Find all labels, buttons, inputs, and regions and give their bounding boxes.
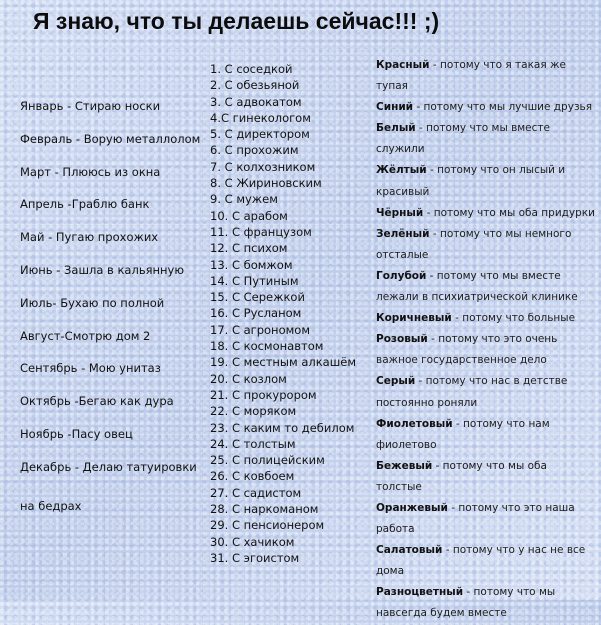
color-item [376, 118, 596, 160]
color-reason: - потому что он лысый и красивый [376, 164, 566, 198]
color-reason: - потому что больные [451, 312, 576, 325]
with-item: 25. С полицейским [210, 453, 325, 468]
with-item: 7. С колхозником [210, 159, 316, 174]
with-item: 26. С ковбоем [210, 469, 295, 484]
color-reason: - потому что мы вместе лежали в психиатрической клинике [376, 269, 578, 304]
color-name: Бежевый [376, 459, 433, 472]
color-item [376, 414, 596, 456]
month-item: Сентябрь - Мою унитаз [20, 361, 161, 376]
with-item: 23. С каким то дебилом [210, 420, 355, 435]
with-item: 30. С хачиком [210, 534, 295, 549]
with-item: 1. С соседкой [210, 62, 293, 76]
color-name: Салатовый [376, 544, 443, 557]
color-reason: - потому что мы лучшие друзья [413, 101, 593, 114]
with-item: 22. С моряком [210, 404, 297, 419]
color-item [376, 55, 596, 97]
month-item: Декабрь - Делаю татуировки [20, 459, 197, 474]
color-name: Белый [376, 122, 416, 135]
months-list [20, 96, 200, 528]
color-reason: - потому что мы вместе служили [376, 122, 550, 156]
with-item: 4.С гинекологом [210, 110, 311, 125]
color-reason: - потому что нам фиолетово [376, 417, 550, 451]
month-item: Июль- Бухаю по полной [20, 295, 165, 310]
color-reason: - потому что мы навсегда будем вместе [376, 586, 556, 620]
color-name: Жёлтый [376, 164, 427, 177]
with-item: 29. С пенсионером [210, 518, 325, 533]
month-item: Март - Плююсь из окна [20, 164, 161, 179]
color-name: Чёрный [376, 206, 424, 219]
color-item [376, 329, 596, 371]
color-reason: - потому что это наша работа [376, 501, 575, 536]
color-item [376, 203, 596, 224]
color-item [376, 308, 596, 329]
month-item: Октябрь -Бегаю как дура [20, 394, 174, 409]
month-item: Май - Пугаю прохожих [20, 230, 159, 245]
color-name: Фиолетовый [376, 417, 453, 430]
color-item [376, 582, 596, 624]
with-item: 18. С космонавтом [210, 339, 324, 354]
color-name: Разноцветный [376, 586, 464, 599]
color-reason: - потому что мы оба толстые [376, 459, 547, 493]
color-item [376, 456, 596, 498]
with-item: 14. С Путиным [210, 273, 299, 288]
with-item: 15. С Сережкой [210, 290, 305, 305]
with-item: 13. С бомжом [210, 257, 293, 272]
colors-list [376, 55, 596, 625]
color-name: Синий [376, 101, 414, 114]
color-item [376, 266, 596, 308]
with-item: 16. С Русланом [210, 306, 302, 321]
page-title: Я знаю, что ты делаешь сейчас!!! ;) [33, 8, 440, 34]
month-item: Июнь - Зашла в кальянную [20, 262, 185, 277]
color-item [376, 540, 596, 582]
month-item: Ноябрь -Пасу овец [20, 426, 133, 441]
color-item [376, 224, 596, 266]
color-reason: - потому что это очень важное государственное дело [376, 333, 558, 367]
color-item [376, 160, 596, 202]
color-reason: - потому что нас в детстве постоянно роняли [376, 375, 568, 409]
color-reason: - потому что я такая же тупая [376, 59, 566, 93]
color-name: Коричневый [376, 312, 452, 325]
with-item: 9. С мужем [210, 192, 278, 207]
month-item-continuation: на бедрах [20, 498, 82, 513]
with-item: 31. С эгоистом [210, 550, 300, 565]
color-reason: - потому что мы оба придурки [423, 206, 595, 219]
with-item: 10. С арабом [210, 208, 288, 223]
with-item: 24. С толстым [210, 436, 296, 451]
color-name: Розовый [376, 333, 428, 346]
color-name: Оранжевый [376, 501, 448, 514]
color-item [376, 498, 596, 540]
with-item: 6. С прохожим [210, 143, 299, 158]
with-item: 20. С козлом [210, 371, 287, 386]
with-item: 5. С директором [210, 127, 310, 142]
month-item: Август-Смотрю дом 2 [20, 328, 151, 343]
month-item: Апрель -Граблю банк [20, 197, 150, 212]
color-name: Серый [376, 375, 416, 388]
color-item [376, 97, 596, 118]
with-item: 28. С наркоманом [210, 502, 319, 517]
with-item: 27. С садистом [210, 485, 302, 500]
with-item: 19. С местным алкашём [210, 355, 356, 370]
with-item: 3. С адвокатом [210, 94, 302, 109]
with-item: 12. С психом [210, 241, 288, 256]
color-name: Зелёный [376, 227, 430, 240]
color-name: Красный [376, 59, 430, 71]
with-item: 8. С Жириновским [210, 176, 322, 191]
color-reason: - потому что у нас не все дома [376, 544, 586, 578]
color-reason: - потому что мы немного отсталые [376, 227, 572, 261]
color-item [376, 371, 596, 413]
month-item: Февраль - Ворую металлолом [20, 131, 201, 146]
with-item: 11. С французом [210, 224, 312, 239]
month-item: Январь - Стираю носки [20, 99, 161, 113]
color-name: Голубой [376, 269, 427, 282]
with-item: 2. С обезьяной [210, 78, 300, 93]
with-item: 17. С агрономом [210, 322, 310, 337]
with-item: 21. С прокурором [210, 387, 317, 402]
with-whom-list [210, 61, 356, 566]
